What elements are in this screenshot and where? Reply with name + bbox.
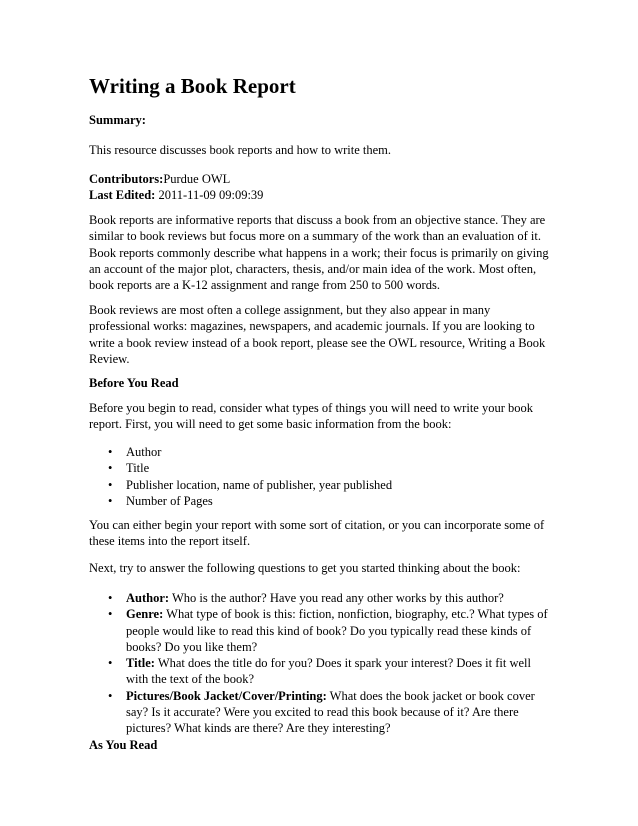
- paragraph-book-reports: Book reports are informative reports that discuss a book from an objective stance. They are similar to book reviews but focus more on a summary of the work than an evaluation of it. Book reports commonly describe what happens in a work; their focus is primarily on giving an account of the major plot, characters, thesis, and/or main idea of the work. Most often, book reports are a K-12 assignment and range from 250 to 500 words.: [89, 213, 549, 293]
- question-label: Pictures/Book Jacket/Cover/Printing:: [126, 688, 327, 703]
- next-text: Next, try to answer the following questions to get you started thinking about the book:: [89, 561, 521, 575]
- summary-text: This resource discusses book reports and how to write them.: [89, 143, 392, 157]
- meta-block: [89, 171, 552, 204]
- before-you-read-text: Before you begin to read, consider what types of things you will need to write your book report. First, you will need to get some basic information from the book:: [89, 401, 534, 432]
- list-item: • Author: [89, 444, 552, 460]
- summary-heading: Summary:: [89, 113, 146, 127]
- question-label: Title:: [126, 656, 155, 671]
- list-item: [89, 590, 552, 606]
- questions-list: [89, 590, 552, 737]
- as-you-read-heading: As You Read: [89, 738, 158, 752]
- question-label: Author:: [126, 591, 170, 605]
- last-edited-label: Last Edited:: [89, 188, 156, 203]
- question-text: Who is the author? Have you read any other works by this author?: [169, 591, 504, 605]
- last-edited-line: [89, 187, 552, 203]
- citation-text: You can either begin your report with some sort of citation, or you can incorporate some of these items into the report itself.: [89, 518, 545, 549]
- question-text: What type of book is this: fiction, nonfiction, biography, etc.? What types of people would like to read this kind of book? Do you typically read these kinds of books? Do you like them?: [126, 607, 548, 654]
- list-item: [89, 688, 552, 737]
- before-you-read-heading: Before You Read: [89, 376, 179, 390]
- contributors-line: [89, 171, 552, 187]
- question-text: What does the book jacket or book cover say? Is it accurate? Were you excited to read this book because of it? Are there pictures? What kinds are there? Are they interesting?: [126, 688, 535, 736]
- last-edited-value: 2011-11-09 09:09:39: [158, 188, 264, 203]
- question-label: Genre:: [126, 607, 164, 622]
- list-item: • Number of Pages: [89, 493, 552, 509]
- list-item: • Publisher location, name of publisher, year published: [89, 477, 552, 493]
- page-title: Writing a Book Report: [89, 74, 296, 98]
- list-item: [89, 655, 552, 688]
- paragraph-book-reviews: Book reviews are most often a college assignment, but they also appear in many professional works: magazines, newspapers, and academic journals. If you are looking to write a book review instead of a book report, please see the OWL resource, Writing a Book Review.: [89, 303, 546, 366]
- contributors-label: Contributors:: [89, 172, 164, 186]
- info-list: [89, 444, 552, 509]
- question-text: What does the title do for you? Does it spark your interest? Does it fit well with the text of the book?: [126, 656, 532, 687]
- contributors-value: Purdue OWL: [163, 172, 231, 186]
- list-item: [89, 606, 552, 655]
- list-item: • Title: [89, 460, 552, 476]
